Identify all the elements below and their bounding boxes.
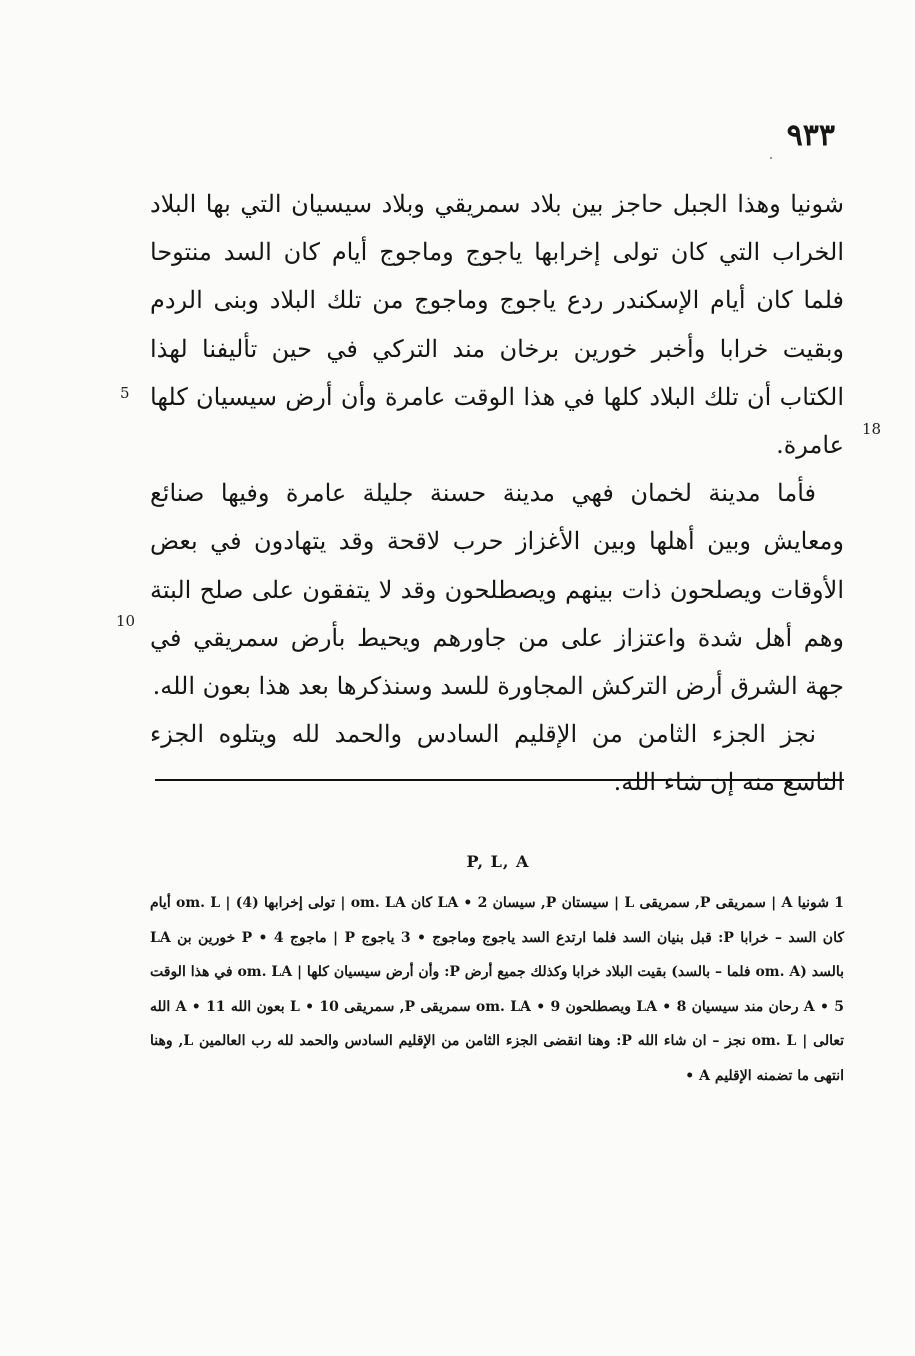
page-number: ٩٣٣ [786,118,835,153]
paragraph-1: شونيا وهذا الجبل حاجز بين بلاد سمريقي وبلاد سيسيان التي بها البلاد الخراب التي كان تولى إخرابها ياجوج وماجوج أيام كان السد منتوحا فلما كان أيام الإسكندر ردع ياجوج وماجوج من تلك البلاد وبنى الردم وبقيت خرابا وأخبر خورين برخان مند التركي في حين تأليفنا لهذا الكتاب أن تلك البلاد كلها في هذا الوقت عامرة وأن أرض سيسيان كلها عامرة. [150,190,844,460]
folio-marker: 18 [862,420,882,438]
apparatus-notes: 1 شونيا A | سمريقى P, سمريقى L | سيستان P, سيسان LA • 2 كان om. LA | تولى إخرابها om. L | (4) أيام كان السد – خرابا P: قبل بنيان السد فلما ارتدع السد ياجوج وماجوج • 3 ياجوج P | ماجوج P • 4 خورين بن LA بالسد (om. A فلما – بالسد) بقيت البلاد خرابا وكذلك جميع أرض P: وأن أرض سيسيان كلها | om. LA في هذا الوقت 5 • A رحان مند سيسيان LA • 8 ويصطلحون om. LA • 9 سمريقى P, سمريقى L • 10 بعون الله 11 • A الله تعالى | om. L نجز – ان شاء الله P: وهنا انقضى الجزء الثامن من الإقليم السادس والحمد لله رب العالمين L, وهنا انتهى ما تضمنه الإقليم A • [150,895,845,1084]
main-text [150,180,844,807]
critical-apparatus [150,886,844,1093]
scan-speck [770,157,772,159]
line-number-10: 10 [116,612,136,630]
footnote-divider [155,779,844,781]
apparatus-sigla: P, L, A [466,852,530,871]
paragraph-2: فأما مدينة لخمان فهي مدينة حسنة جليلة عامرة وفيها صنائع ومعايش وبين أهلها وبين الأغزاز حرب لاقحة وقد يتهادون في بعض الأوقات ويصلحون ذات بينهم ويصطلحون وقد لا يتفقون على صلح البتة وهم أهل شدة واعتزاز على من جاورهم ويحيط بأرض سمريقي في جهة الشرق أرض التركش المجاورة للسد وسنذكرها بعد هذا بعون الله. [150,479,844,701]
paragraph-3: نجز الجزء الثامن من الإقليم السادس والحمد لله ويتلوه الجزء التاسع منه إن شاء الله. [150,720,844,797]
line-number-5: 5 [120,384,130,402]
